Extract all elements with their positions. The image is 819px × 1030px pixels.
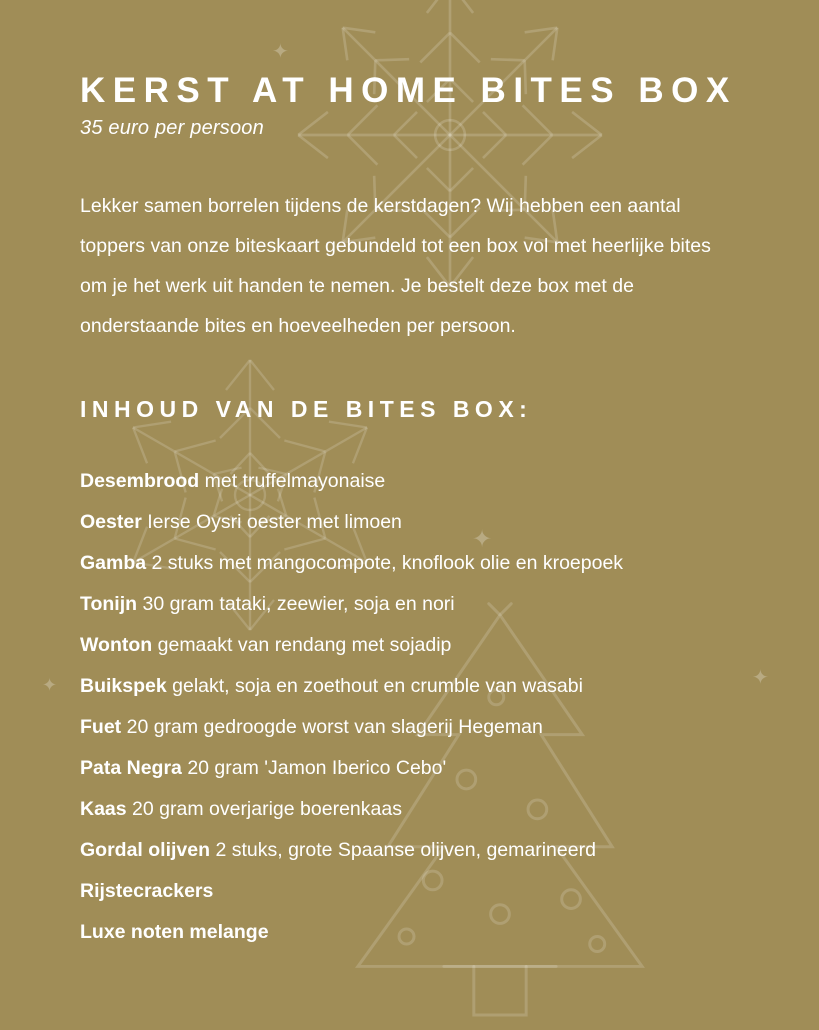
item-description: 2 stuks met mangocompote, knoflook olie en kroepoek bbox=[151, 551, 624, 574]
item-name: Luxe noten melange bbox=[80, 920, 269, 943]
section-heading-contents: INHOUD VAN DE BITES BOX: bbox=[80, 395, 533, 422]
list-item bbox=[80, 748, 741, 789]
list-item bbox=[80, 584, 741, 625]
star-icon: ✦ bbox=[752, 667, 769, 689]
item-name: Gamba bbox=[80, 551, 147, 574]
item-description: gemaakt van rendang met sojadip bbox=[157, 633, 452, 656]
list-item bbox=[80, 461, 741, 502]
item-name: Tonijn bbox=[80, 592, 138, 615]
star-icon: ✦ bbox=[42, 675, 58, 695]
list-item bbox=[80, 830, 741, 871]
bites-list bbox=[80, 461, 741, 953]
item-description: met truffelmayonaise bbox=[204, 469, 386, 492]
item-name: Pata Negra bbox=[80, 756, 182, 779]
item-description: Ierse Oysri oester met limoen bbox=[147, 510, 402, 533]
list-item bbox=[80, 871, 741, 912]
item-name: Wonton bbox=[80, 633, 153, 656]
item-description: 2 stuks, grote Spaanse olijven, gemarineerd bbox=[215, 838, 596, 861]
item-name: Fuet bbox=[80, 715, 122, 738]
item-name: Kaas bbox=[80, 797, 127, 820]
item-name: Gordal olijven bbox=[80, 838, 211, 861]
list-item bbox=[80, 502, 741, 543]
item-name: Desembrood bbox=[80, 469, 200, 492]
star-icon: ✦ bbox=[472, 526, 493, 553]
list-item bbox=[80, 543, 741, 584]
item-description: 20 gram overjarige boerenkaas bbox=[132, 797, 402, 820]
item-description: 30 gram tataki, zeewier, soja en nori bbox=[142, 592, 455, 615]
list-item bbox=[80, 912, 741, 953]
item-name: Oester bbox=[80, 510, 142, 533]
list-item bbox=[80, 666, 741, 707]
item-name: Rijstecrackers bbox=[80, 879, 214, 902]
star-icon: ✦ bbox=[272, 41, 289, 63]
page-subtitle: 35 euro per persoon bbox=[80, 116, 264, 139]
page-title: KERST AT HOME BITES BOX bbox=[80, 71, 737, 110]
list-item bbox=[80, 625, 741, 666]
list-item bbox=[80, 707, 741, 748]
item-description: 20 gram 'Jamon Iberico Cebo' bbox=[187, 756, 447, 779]
list-item bbox=[80, 789, 741, 830]
item-name: Buikspek bbox=[80, 674, 167, 697]
item-description: 20 gram gedroogde worst van slagerij Hegeman bbox=[126, 715, 543, 738]
item-description: gelakt, soja en zoethout en crumble van wasabi bbox=[172, 674, 583, 697]
intro-paragraph: Lekker samen borrelen tijdens de kerstdagen? Wij hebben een aantal toppers van onze biteskaart gebundeld tot een box vol met heerlijke bites om je het werk uit handen te nemen. Je bestelt deze box met de onderstaande bites en hoeveelheden per persoon. bbox=[80, 194, 711, 337]
